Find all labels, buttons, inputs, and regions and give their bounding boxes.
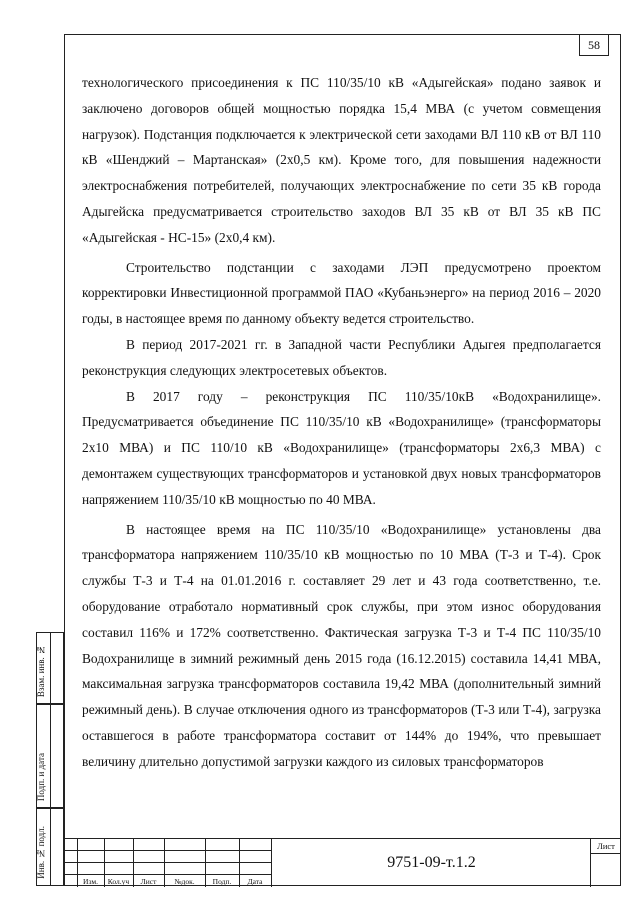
sheet-cell (590, 839, 621, 887)
title-block (64, 838, 621, 886)
side-stamp-podp (36, 704, 64, 808)
side-stamp-inv-label: Инв. № подл. (36, 826, 46, 879)
paragraph-1: технологического присоединения к ПС 110/35/10 кВ «Адыгейская» подано заявок и заключено договоров общей мощностью порядка 15,4 МВА (с учетом совмещения нагрузок). Подстанция подключается к электрической сети заходами ВЛ 110 кВ от ВЛ 110 кВ «Шенджий – Мартанская» (2х0,5 км). Кроме того, для повышения надежности электроснабжения потребителей, получающих электроснабжение по сети 35 кВ города Адыгейска предусматривается строительство заходов ВЛ 35 кВ от ВЛ 35 кВ ПС «Адыгейская - НС-15» (2х0,4 км). (82, 75, 601, 245)
side-stamp-podp-label: Подп. и дата (36, 752, 46, 801)
document-code: 9751-09-т.1.2 (271, 839, 591, 887)
col-data: Дата (247, 877, 263, 886)
document-body (82, 70, 601, 775)
paragraph-5: В настоящее время на ПС 110/35/10 «Водохранилище» установлены два трансформатора напряжением 110/35/10 кВ мощностью по 10 МВА (Т-3 и Т-4). Срок службы Т-3 и Т-4 на 01.01.2016 г. составляет 29 лет и 43 года соответственно, т.е. оборудование отработало нормативный срок службы, при этом износ оборудования составил 116% и 172% соответственно. Фактическая загрузка Т-3 и Т-4 ПС 110/35/10 Водохранилище в зимний режимный день 2015 года (16.12.2015) составила 14,41 МВА, максимальная загрузка трансформаторов составила 19,42 МВА (дополнительный зимний режимный день). В случае отключения одного из трансформаторов (Т-3 или Т-4), загрузка оставшегося в работе трансформатора составит от 144% до 194%, что превышает величину длительно допустимой загрузки каждого из силовых трансформаторов (82, 521, 601, 769)
paragraph-4: В 2017 году – реконструкция ПС 110/35/10кВ «Водохранилище». Предусматривается объединение ПС 110/35/10 кВ «Водохранилище» (трансформаторы 2х10 МВА) и ПС 110/10 кВ «Водохранилище» (трансформаторы 2х6,3 МВА) с демонтажем существующих трансформаторов и установкой двух новых трансформаторов напряжением 110/35/10 кВ мощностью по 40 МВА. (82, 388, 601, 507)
paragraph-2: Строительство подстанции с заходами ЛЭП предусмотрено проектом корректировки Инвестиционной программой ПАО «Кубаньэнерго» на период 2016 – 2020 годы, в настоящее время по данному объекту ведется строительство. (82, 259, 601, 327)
page-number: 58 (579, 35, 609, 56)
side-stamp-vzam (36, 632, 64, 704)
col-podp: Подп. (212, 877, 232, 886)
side-stamp-inv (36, 808, 64, 886)
col-list: Лист (140, 877, 157, 886)
sheet-label: Лист (591, 839, 621, 854)
col-ndok: №док. (174, 877, 195, 886)
col-kol-uch: Кол.уч (107, 877, 130, 886)
col-izm: Изм. (83, 877, 98, 886)
revision-table (64, 839, 271, 887)
paragraph-3: В период 2017-2021 гг. в Западной части Республики Адыгея предполагается реконструкция следующих электросетевых объектов. (82, 336, 601, 378)
side-stamp-vzam-label: Взам. инв. № (36, 644, 46, 697)
